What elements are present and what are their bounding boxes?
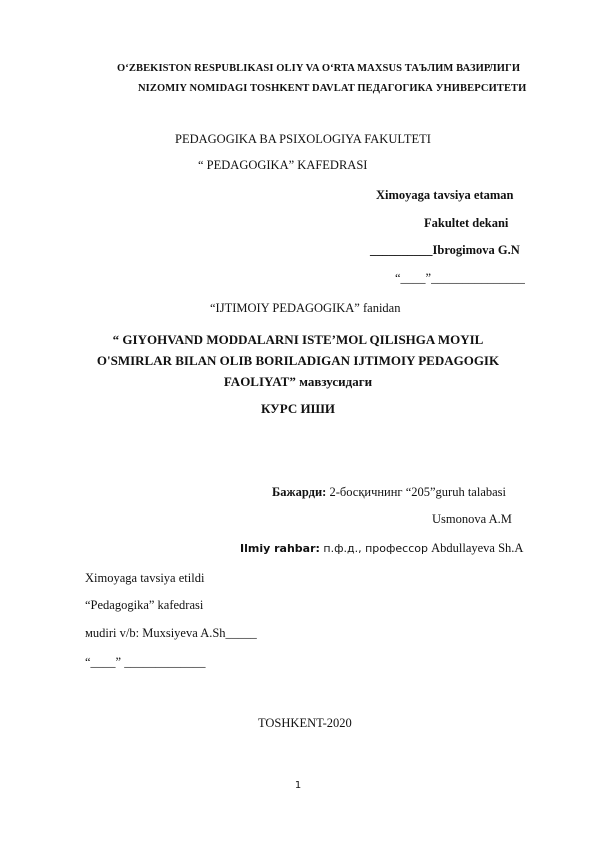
author-label: Бажарди:: [272, 485, 327, 499]
approval-date: “____”_______________: [395, 271, 525, 285]
page-number: 1: [294, 780, 302, 791]
defense-line-2: “Pedagogika” kafedrasi: [85, 598, 204, 612]
department-name: “ PEDAGOGIKA” KAFEDRASI: [198, 158, 368, 172]
title-line-1: “ GIYOHVAND MODDALARNI ISTE’MOL QILISHGA MOYIL: [112, 332, 484, 347]
author-name: Usmonova A.M: [432, 512, 512, 526]
defense-line-3: мudiri v/b: Muxsiyeva A.Sh_____: [85, 626, 257, 640]
subject-line: “IJTIMOIY PEDAGOGIKA” fanidan: [210, 301, 401, 315]
city-year: TOSHKENT-2020: [258, 716, 352, 730]
author-line: [272, 485, 506, 500]
title-line-3: FAOLIYAT” мавзусидаги: [223, 374, 373, 389]
author-info: 2-босқичнинг “205”guruh talabasi: [326, 485, 506, 499]
university-header: NIZOMIY NOMIDAGI TOSHKENT DAVLAT ПЕДАГОГИКА УНИВЕРСИТЕТИ: [138, 83, 527, 94]
approval-signature: __________Ibrogimova G.N: [370, 243, 520, 257]
supervisor-name: Abdullayeva Sh.A: [427, 541, 524, 555]
defense-line-1: Ximoyaga tavsiya etildi: [85, 571, 205, 585]
supervisor-degree: п.ф.д., профессор: [319, 542, 428, 555]
ministry-header: O‘ZBEKISTON RESPUBLIKASI OLIY VA O‘RTA MAXSUS ТАЪЛИМ ВАЗИРЛИГИ: [117, 63, 521, 74]
faculty-name: PEDAGOGIKA BA PSIXOLOGIYA FAKULTETI: [175, 132, 431, 146]
title-line-2: O'SMIRLAR BILAN OLIB BORILADIGAN IJTIMOIY PEDAGOGIK: [96, 353, 500, 368]
defense-line-4: “____” _____________: [85, 655, 206, 669]
approval-recommend: Ximoyaga tavsiya etaman: [376, 188, 514, 202]
supervisor-label: Ilmiy rahbar:: [240, 542, 320, 555]
work-type: КУРС ИШИ: [261, 401, 335, 416]
approval-role: Fakultet dekani: [424, 216, 509, 230]
supervisor-line: [240, 541, 523, 556]
